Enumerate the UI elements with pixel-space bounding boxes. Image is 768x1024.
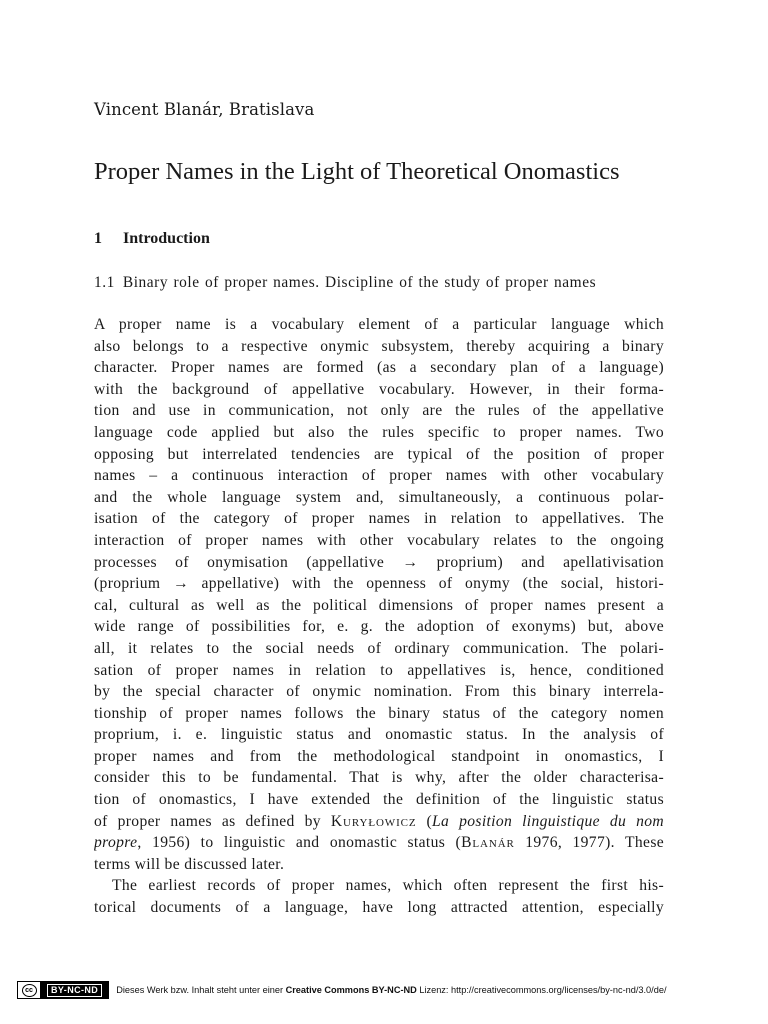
cited-author: Blanár — [461, 834, 515, 852]
text-line: proper names and from the methodological standpoint in onomastics, I — [94, 747, 664, 765]
license-text: Dieses Werk bzw. Inhalt steht unter einer Creative Commons BY-NC-ND Lizenz: http://creativecommons.org/licenses/by-nc-nd/3.0/de/ — [116, 985, 667, 995]
text-line: tion and use in communication, not only are the rules of the appellative — [94, 402, 664, 420]
text-line: also belongs to a respective onymic subsystem, thereby acquiring a binary — [94, 337, 664, 355]
text-line: torical documents of a language, have long attracted attention, especially — [94, 899, 664, 917]
text-line: all, it relates to the social needs of ordinary communication. The polari- — [94, 639, 664, 657]
text-line: language code applied but also the rules specific to proper names. Two — [94, 423, 664, 441]
cited-title: La position linguistique du nom — [432, 812, 664, 830]
author-line: Vincent Blanár, Bratislava — [94, 100, 315, 119]
text-line: consider this to be fundamental. That is why, after the older characterisa- — [94, 769, 664, 787]
text-line: isation of the category of proper names in relation to appellatives. The — [94, 510, 664, 528]
text-line: and the whole language system and, simultaneously, a continuous polar- — [94, 488, 664, 506]
text-fragment: of proper names as defined by — [94, 812, 331, 830]
text-line: character. Proper names are formed (as a secondary plan of a language) — [94, 359, 664, 377]
section-heading — [94, 230, 210, 248]
text-line — [94, 811, 664, 833]
text-line: tion of onomastics, I have extended the definition of the linguistic status — [94, 791, 664, 809]
section-title: Introduction — [123, 230, 210, 247]
license-footer — [17, 981, 667, 999]
text-line: sation of proper names in relation to appellatives is, hence, conditioned — [94, 661, 664, 679]
text-line — [94, 832, 664, 854]
cc-license-badge[interactable] — [17, 981, 109, 999]
cited-title: propre — [94, 834, 138, 852]
text-line: A proper name is a vocabulary element of a particular language which — [94, 316, 664, 333]
text-line: cal, cultural as well as the political dimensions of proper names present a — [94, 596, 664, 614]
cc-terms-label: BY-NC-ND — [41, 982, 108, 998]
body-text — [94, 314, 664, 919]
text-line: with the background of appellative vocabulary. However, in their forma- — [94, 380, 664, 398]
text-line: (proprium → appellative) with the openness of onymy (the social, histori- — [94, 575, 664, 593]
text-fragment: , 1956) to linguistic and onomastic status ( — [137, 834, 462, 852]
license-url[interactable]: Lizenz: http://creativecommons.org/licenses/by-nc-nd/3.0/de/ — [416, 985, 667, 995]
cited-author: Kuryłowicz — [330, 812, 417, 830]
text-line: processes of onymisation (appellative → proprium) and apellativisation — [94, 553, 664, 571]
section-number: 1 — [94, 230, 102, 247]
article-title: Proper Names in the Light of Theoretical Onomastics — [94, 158, 620, 185]
text-line: opposing but interrelated tendencies are typical of the position of proper — [94, 445, 664, 463]
license-name: Creative Commons BY-NC-ND — [285, 985, 417, 995]
text-fragment: 1976, 1977). These — [525, 834, 664, 852]
text-fragment: ( — [416, 812, 432, 830]
text-line: names – a continuous interaction of proper names with other vocabulary — [94, 467, 664, 485]
text-line: interaction of proper names with other vocabulary relates to the ongoing — [94, 531, 664, 549]
text-line: tionship of proper names follows the binary status of the category nomen — [94, 704, 664, 722]
subsection-title: Binary role of proper names. Discipline of the study of proper names — [122, 274, 597, 291]
text-line: terms will be discussed later. — [94, 855, 285, 873]
cc-logo-icon: cc — [18, 982, 41, 998]
text-line: proprium, i. e. linguistic status and onomastic status. In the analysis of — [94, 726, 664, 744]
text-line: The earliest records of proper names, which often represent the first his- — [112, 877, 664, 895]
text-line: wide range of possibilities for, e. g. the adoption of exonyms) but, above — [94, 618, 664, 636]
text-line: by the special character of onymic nomination. From this binary interrela- — [94, 683, 664, 701]
subsection-number: 1.1 — [94, 274, 115, 291]
subsection-heading — [94, 274, 596, 292]
